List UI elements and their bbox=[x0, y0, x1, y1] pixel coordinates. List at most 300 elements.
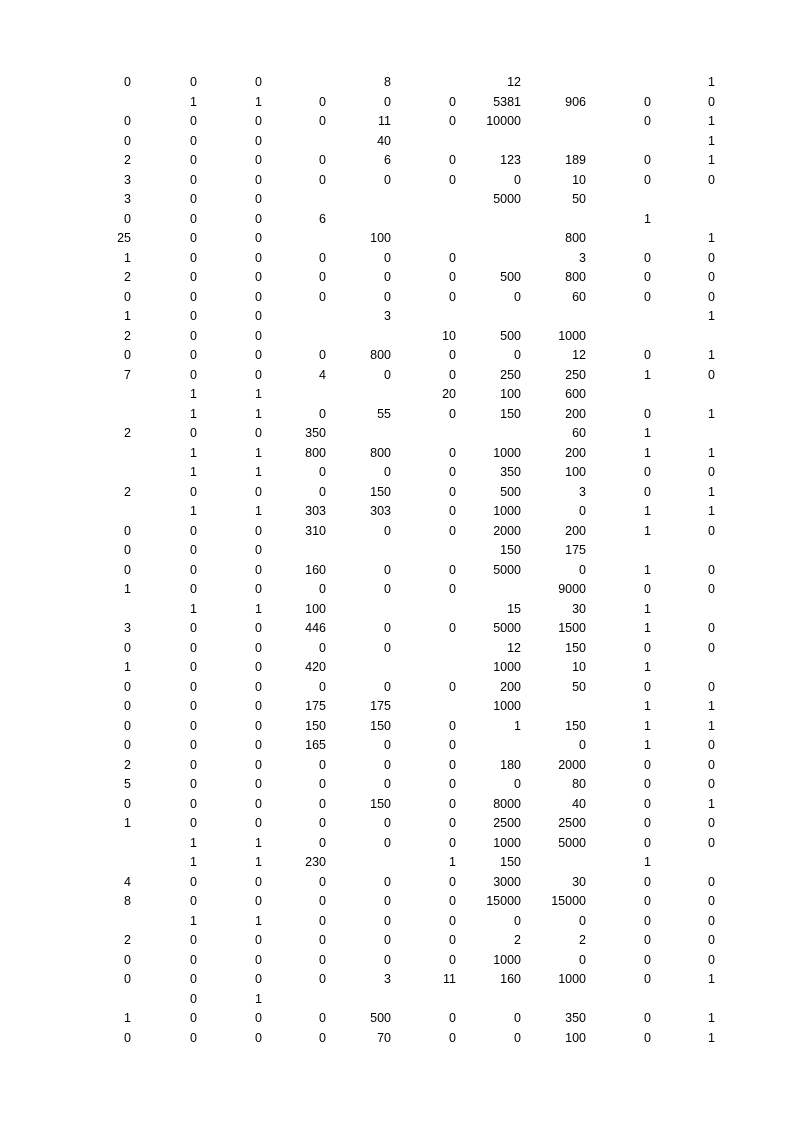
table-cell: 0 bbox=[124, 523, 131, 538]
table-cell: 0 bbox=[449, 679, 456, 694]
table-cell: 0 bbox=[384, 757, 391, 772]
table-cell: 0 bbox=[319, 894, 326, 908]
table-cell: 3 bbox=[124, 192, 131, 206]
table-cell: 1 bbox=[708, 114, 715, 128]
table-cell: 1000 bbox=[558, 328, 586, 343]
table-cell: 0 bbox=[708, 465, 715, 479]
table-cell: 189 bbox=[565, 153, 586, 167]
table-cell: 0 bbox=[319, 757, 326, 772]
table-cell: 0 bbox=[384, 738, 391, 752]
table-cell: 0 bbox=[255, 328, 262, 343]
table-cell: 0 bbox=[644, 796, 651, 811]
table-cell: 0 bbox=[255, 699, 262, 713]
table-cell: 0 bbox=[255, 270, 262, 284]
table-cell: 1 bbox=[255, 855, 262, 869]
table-row bbox=[0, 853, 800, 873]
table-cell: 0 bbox=[124, 133, 131, 148]
table-cell: 175 bbox=[565, 543, 586, 557]
table-cell: 0 bbox=[190, 894, 197, 908]
table-cell: 180 bbox=[500, 757, 521, 772]
table-cell: 0 bbox=[708, 952, 715, 967]
table-cell: 0 bbox=[449, 153, 456, 167]
table-cell: 0 bbox=[449, 738, 456, 752]
table-cell: 1 bbox=[708, 699, 715, 713]
table-cell: 0 bbox=[190, 757, 197, 772]
table-cell: 60 bbox=[572, 426, 586, 440]
table-cell: 0 bbox=[255, 660, 262, 674]
table-cell: 0 bbox=[190, 153, 197, 167]
table-cell: 0 bbox=[708, 250, 715, 265]
table-cell: 0 bbox=[644, 1030, 651, 1045]
table-cell: 1000 bbox=[558, 972, 586, 986]
table-cell: 10 bbox=[442, 328, 456, 343]
table-cell: 0 bbox=[644, 816, 651, 830]
table-cell: 100 bbox=[370, 231, 391, 245]
table-cell: 0 bbox=[190, 114, 197, 128]
table-cell: 0 bbox=[449, 94, 456, 109]
table-cell: 0 bbox=[190, 75, 197, 89]
table-cell: 0 bbox=[255, 679, 262, 694]
table-cell: 0 bbox=[384, 874, 391, 889]
table-cell: 0 bbox=[190, 777, 197, 791]
table-cell: 1 bbox=[449, 855, 456, 869]
table-cell: 800 bbox=[565, 231, 586, 245]
table-cell: 1 bbox=[190, 465, 197, 479]
table-cell: 15000 bbox=[486, 894, 521, 908]
table-cell: 0 bbox=[255, 114, 262, 128]
table-cell: 800 bbox=[565, 270, 586, 284]
table-cell: 0 bbox=[708, 894, 715, 908]
table-cell: 9000 bbox=[558, 582, 586, 596]
table-cell: 0 bbox=[449, 933, 456, 947]
table-cell: 0 bbox=[124, 211, 131, 226]
table-cell: 1 bbox=[255, 406, 262, 421]
table-row bbox=[0, 132, 800, 152]
table-cell: 500 bbox=[500, 484, 521, 499]
table-cell: 0 bbox=[319, 172, 326, 187]
table-cell: 0 bbox=[449, 952, 456, 967]
table-cell: 0 bbox=[255, 172, 262, 187]
table-cell: 1 bbox=[644, 211, 651, 226]
table-cell: 6 bbox=[384, 153, 391, 167]
table-cell: 160 bbox=[500, 972, 521, 986]
table-cell: 420 bbox=[305, 660, 326, 674]
table-cell: 0 bbox=[190, 270, 197, 284]
table-cell: 0 bbox=[644, 153, 651, 167]
table-cell: 906 bbox=[565, 94, 586, 109]
table-cell: 0 bbox=[190, 699, 197, 713]
table-cell: 1 bbox=[708, 153, 715, 167]
table-cell: 0 bbox=[384, 367, 391, 382]
table-cell: 10 bbox=[572, 660, 586, 674]
table-cell: 0 bbox=[319, 1011, 326, 1025]
table-cell: 1 bbox=[644, 660, 651, 674]
table-cell: 0 bbox=[449, 289, 456, 304]
table-cell: 0 bbox=[384, 933, 391, 947]
table-cell: 1 bbox=[708, 504, 715, 518]
table-cell: 10000 bbox=[486, 114, 521, 128]
table-row bbox=[0, 171, 800, 191]
table-cell: 0 bbox=[255, 933, 262, 947]
table-cell: 0 bbox=[190, 211, 197, 226]
table-cell: 0 bbox=[644, 348, 651, 362]
table-cell: 0 bbox=[255, 972, 262, 986]
table-cell: 0 bbox=[190, 640, 197, 655]
table-row bbox=[0, 834, 800, 854]
table-cell: 600 bbox=[565, 387, 586, 401]
table-row bbox=[0, 327, 800, 347]
table-row bbox=[0, 990, 800, 1010]
table-cell: 1 bbox=[708, 972, 715, 986]
table-cell: 0 bbox=[644, 270, 651, 284]
table-row bbox=[0, 1009, 800, 1029]
table-cell: 0 bbox=[190, 289, 197, 304]
table-cell: 0 bbox=[384, 640, 391, 655]
table-cell: 0 bbox=[255, 309, 262, 323]
table-cell: 2 bbox=[124, 270, 131, 284]
table-cell: 800 bbox=[305, 445, 326, 460]
table-cell: 500 bbox=[500, 270, 521, 284]
table-cell: 350 bbox=[565, 1011, 586, 1025]
table-cell: 0 bbox=[255, 894, 262, 908]
table-cell: 0 bbox=[255, 543, 262, 557]
table-row bbox=[0, 795, 800, 815]
table-cell: 15 bbox=[507, 601, 521, 616]
table-cell: 150 bbox=[565, 718, 586, 733]
table-cell: 0 bbox=[449, 465, 456, 479]
table-cell: 0 bbox=[579, 913, 586, 928]
table-cell: 0 bbox=[190, 172, 197, 187]
table-cell: 0 bbox=[124, 718, 131, 733]
table-cell: 0 bbox=[190, 1030, 197, 1045]
table-cell: 0 bbox=[319, 874, 326, 889]
table-cell: 0 bbox=[255, 952, 262, 967]
table-cell: 1000 bbox=[493, 445, 521, 460]
table-cell: 1 bbox=[124, 309, 131, 323]
table-cell: 0 bbox=[319, 913, 326, 928]
table-row bbox=[0, 639, 800, 659]
table-cell: 2 bbox=[124, 933, 131, 947]
table-cell: 175 bbox=[370, 699, 391, 713]
table-cell: 0 bbox=[190, 231, 197, 245]
table-cell: 0 bbox=[449, 621, 456, 635]
table-cell: 2 bbox=[579, 933, 586, 947]
table-cell: 165 bbox=[305, 738, 326, 752]
table-cell: 0 bbox=[384, 465, 391, 479]
table-cell: 0 bbox=[255, 621, 262, 635]
table-row bbox=[0, 190, 800, 210]
table-cell: 0 bbox=[644, 94, 651, 109]
table-cell: 0 bbox=[255, 231, 262, 245]
table-cell: 800 bbox=[370, 445, 391, 460]
table-cell: 0 bbox=[644, 913, 651, 928]
table-cell: 0 bbox=[255, 1030, 262, 1045]
table-cell: 5000 bbox=[493, 621, 521, 635]
table-cell: 0 bbox=[255, 640, 262, 655]
table-cell: 0 bbox=[644, 972, 651, 986]
table-row bbox=[0, 151, 800, 171]
table-cell: 5000 bbox=[493, 192, 521, 206]
table-cell: 0 bbox=[319, 348, 326, 362]
table-cell: 150 bbox=[370, 718, 391, 733]
table-cell: 0 bbox=[319, 952, 326, 967]
table-cell: 0 bbox=[449, 445, 456, 460]
table-cell: 0 bbox=[644, 406, 651, 421]
table-cell: 150 bbox=[500, 543, 521, 557]
table-cell: 5000 bbox=[558, 835, 586, 850]
table-cell: 2500 bbox=[493, 816, 521, 830]
table-row bbox=[0, 346, 800, 366]
table-cell: 0 bbox=[449, 250, 456, 265]
table-cell: 0 bbox=[449, 484, 456, 499]
table-cell: 11 bbox=[378, 114, 391, 128]
table-cell: 1 bbox=[255, 601, 262, 616]
table-cell: 0 bbox=[644, 289, 651, 304]
table-cell: 175 bbox=[305, 699, 326, 713]
table-cell: 70 bbox=[377, 1030, 391, 1045]
table-cell: 0 bbox=[384, 582, 391, 596]
table-cell: 0 bbox=[644, 952, 651, 967]
table-cell: 0 bbox=[255, 192, 262, 206]
table-cell: 1 bbox=[255, 991, 262, 1006]
table-cell: 1 bbox=[255, 504, 262, 518]
table-cell: 0 bbox=[190, 562, 197, 577]
table-cell: 1 bbox=[708, 75, 715, 89]
table-cell: 2500 bbox=[558, 816, 586, 830]
table-cell: 1 bbox=[708, 1011, 715, 1025]
table-cell: 0 bbox=[644, 757, 651, 772]
table-cell: 1 bbox=[708, 309, 715, 323]
table-cell: 150 bbox=[500, 406, 521, 421]
table-row bbox=[0, 1029, 800, 1049]
table-cell: 0 bbox=[190, 348, 197, 362]
table-cell: 0 bbox=[449, 523, 456, 538]
table-cell: 500 bbox=[370, 1011, 391, 1025]
table-row bbox=[0, 229, 800, 249]
table-row bbox=[0, 619, 800, 639]
table-cell: 0 bbox=[190, 582, 197, 596]
table-cell: 1 bbox=[190, 855, 197, 869]
table-cell: 0 bbox=[708, 172, 715, 187]
table-cell: 800 bbox=[370, 348, 391, 362]
table-row bbox=[0, 678, 800, 698]
table-cell: 0 bbox=[449, 406, 456, 421]
table-cell: 0 bbox=[255, 874, 262, 889]
table-cell: 0 bbox=[708, 523, 715, 538]
table-cell: 0 bbox=[449, 114, 456, 128]
table-cell: 0 bbox=[319, 777, 326, 791]
table-cell: 150 bbox=[370, 484, 391, 499]
table-cell: 0 bbox=[190, 660, 197, 674]
table-cell: 1 bbox=[708, 796, 715, 811]
table-cell: 1 bbox=[190, 387, 197, 401]
table-cell: 12 bbox=[572, 348, 586, 362]
table-cell: 12 bbox=[507, 640, 521, 655]
table-cell: 10 bbox=[572, 172, 586, 187]
table-cell: 1 bbox=[708, 133, 715, 148]
table-cell: 6 bbox=[319, 211, 326, 226]
table-cell: 0 bbox=[190, 426, 197, 440]
table-cell: 1 bbox=[514, 718, 521, 733]
table-row bbox=[0, 463, 800, 483]
table-cell: 0 bbox=[190, 367, 197, 382]
table-cell: 0 bbox=[449, 777, 456, 791]
table-cell: 0 bbox=[190, 952, 197, 967]
table-cell: 55 bbox=[377, 406, 391, 421]
table-cell: 1 bbox=[644, 523, 651, 538]
table-cell: 1 bbox=[190, 504, 197, 518]
table-row bbox=[0, 210, 800, 230]
table-cell: 0 bbox=[255, 426, 262, 440]
table-cell: 1000 bbox=[493, 699, 521, 713]
table-cell: 0 bbox=[514, 913, 521, 928]
table-cell: 0 bbox=[384, 523, 391, 538]
table-cell: 5381 bbox=[493, 94, 521, 109]
table-cell: 0 bbox=[255, 523, 262, 538]
table-row bbox=[0, 541, 800, 561]
table-cell: 8 bbox=[384, 75, 391, 89]
table-cell: 11 bbox=[443, 972, 456, 986]
table-row bbox=[0, 814, 800, 834]
table-cell: 1 bbox=[644, 367, 651, 382]
table-cell: 1 bbox=[644, 855, 651, 869]
table-cell: 0 bbox=[319, 972, 326, 986]
table-row bbox=[0, 249, 800, 269]
table-cell: 0 bbox=[449, 504, 456, 518]
table-cell: 0 bbox=[319, 835, 326, 850]
table-cell: 0 bbox=[319, 114, 326, 128]
table-row bbox=[0, 73, 800, 93]
table-cell: 15000 bbox=[551, 894, 586, 908]
table-cell: 0 bbox=[514, 172, 521, 187]
table-cell: 0 bbox=[579, 562, 586, 577]
table-cell: 0 bbox=[255, 289, 262, 304]
table-cell: 1 bbox=[190, 601, 197, 616]
table-cell: 250 bbox=[565, 367, 586, 382]
table-cell: 0 bbox=[124, 640, 131, 655]
table-cell: 0 bbox=[644, 582, 651, 596]
table-cell: 1 bbox=[644, 699, 651, 713]
table-row bbox=[0, 93, 800, 113]
table-cell: 350 bbox=[500, 465, 521, 479]
table-cell: 200 bbox=[565, 406, 586, 421]
table-row bbox=[0, 756, 800, 776]
table-cell: 0 bbox=[190, 874, 197, 889]
table-cell: 0 bbox=[384, 289, 391, 304]
table-cell: 310 bbox=[305, 523, 326, 538]
table-cell: 1 bbox=[255, 94, 262, 109]
table-cell: 0 bbox=[449, 367, 456, 382]
table-cell: 0 bbox=[384, 250, 391, 265]
table-cell: 0 bbox=[255, 816, 262, 830]
table-cell: 0 bbox=[190, 991, 197, 1006]
table-cell: 0 bbox=[644, 250, 651, 265]
table-row bbox=[0, 561, 800, 581]
table-cell: 0 bbox=[708, 777, 715, 791]
table-cell: 0 bbox=[255, 484, 262, 499]
table-cell: 0 bbox=[708, 367, 715, 382]
table-row bbox=[0, 775, 800, 795]
table-cell: 0 bbox=[319, 816, 326, 830]
data-table bbox=[0, 73, 800, 1048]
table-cell: 0 bbox=[449, 796, 456, 811]
table-cell: 0 bbox=[708, 94, 715, 109]
table-cell: 1 bbox=[255, 387, 262, 401]
table-cell: 3000 bbox=[493, 874, 521, 889]
table-cell: 2000 bbox=[558, 757, 586, 772]
table-cell: 0 bbox=[449, 757, 456, 772]
table-cell: 0 bbox=[449, 1030, 456, 1045]
table-cell: 50 bbox=[572, 679, 586, 694]
table-cell: 2 bbox=[124, 426, 131, 440]
table-cell: 0 bbox=[579, 952, 586, 967]
table-cell: 0 bbox=[708, 816, 715, 830]
table-cell: 0 bbox=[514, 777, 521, 791]
table-cell: 0 bbox=[644, 894, 651, 908]
table-cell: 200 bbox=[565, 523, 586, 538]
table-cell: 1 bbox=[124, 816, 131, 830]
table-cell: 0 bbox=[644, 114, 651, 128]
table-cell: 3 bbox=[579, 484, 586, 499]
table-cell: 0 bbox=[124, 75, 131, 89]
table-cell: 3 bbox=[384, 972, 391, 986]
table-cell: 50 bbox=[572, 192, 586, 206]
table-cell: 0 bbox=[190, 738, 197, 752]
table-cell: 0 bbox=[644, 835, 651, 850]
table-cell: 0 bbox=[319, 1030, 326, 1045]
table-cell: 0 bbox=[449, 874, 456, 889]
table-cell: 0 bbox=[124, 1030, 131, 1045]
table-cell: 0 bbox=[319, 153, 326, 167]
table-cell: 1 bbox=[708, 484, 715, 499]
table-cell: 1 bbox=[255, 913, 262, 928]
table-cell: 0 bbox=[384, 913, 391, 928]
table-cell: 0 bbox=[255, 250, 262, 265]
table-cell: 0 bbox=[644, 777, 651, 791]
table-cell: 0 bbox=[449, 894, 456, 908]
table-cell: 230 bbox=[305, 855, 326, 869]
table-row bbox=[0, 444, 800, 464]
table-cell: 0 bbox=[255, 582, 262, 596]
table-cell: 0 bbox=[708, 582, 715, 596]
table-cell: 2 bbox=[124, 328, 131, 343]
table-cell: 1 bbox=[644, 621, 651, 635]
table-cell: 1 bbox=[255, 465, 262, 479]
table-cell: 0 bbox=[384, 816, 391, 830]
table-cell: 0 bbox=[124, 952, 131, 967]
table-cell: 0 bbox=[255, 562, 262, 577]
table-cell: 0 bbox=[708, 679, 715, 694]
table-cell: 250 bbox=[500, 367, 521, 382]
table-cell: 1 bbox=[190, 913, 197, 928]
table-cell: 0 bbox=[449, 718, 456, 733]
table-cell: 0 bbox=[319, 679, 326, 694]
table-cell: 1 bbox=[644, 445, 651, 460]
table-cell: 0 bbox=[255, 367, 262, 382]
table-cell: 0 bbox=[644, 640, 651, 655]
table-cell: 0 bbox=[190, 250, 197, 265]
table-cell: 200 bbox=[500, 679, 521, 694]
table-cell: 0 bbox=[190, 523, 197, 538]
table-row bbox=[0, 112, 800, 132]
table-cell: 0 bbox=[124, 679, 131, 694]
table-cell: 0 bbox=[708, 757, 715, 772]
table-cell: 0 bbox=[449, 348, 456, 362]
table-cell: 0 bbox=[708, 640, 715, 655]
table-cell: 2 bbox=[124, 757, 131, 772]
table-cell: 150 bbox=[370, 796, 391, 811]
table-cell: 1 bbox=[708, 231, 715, 245]
